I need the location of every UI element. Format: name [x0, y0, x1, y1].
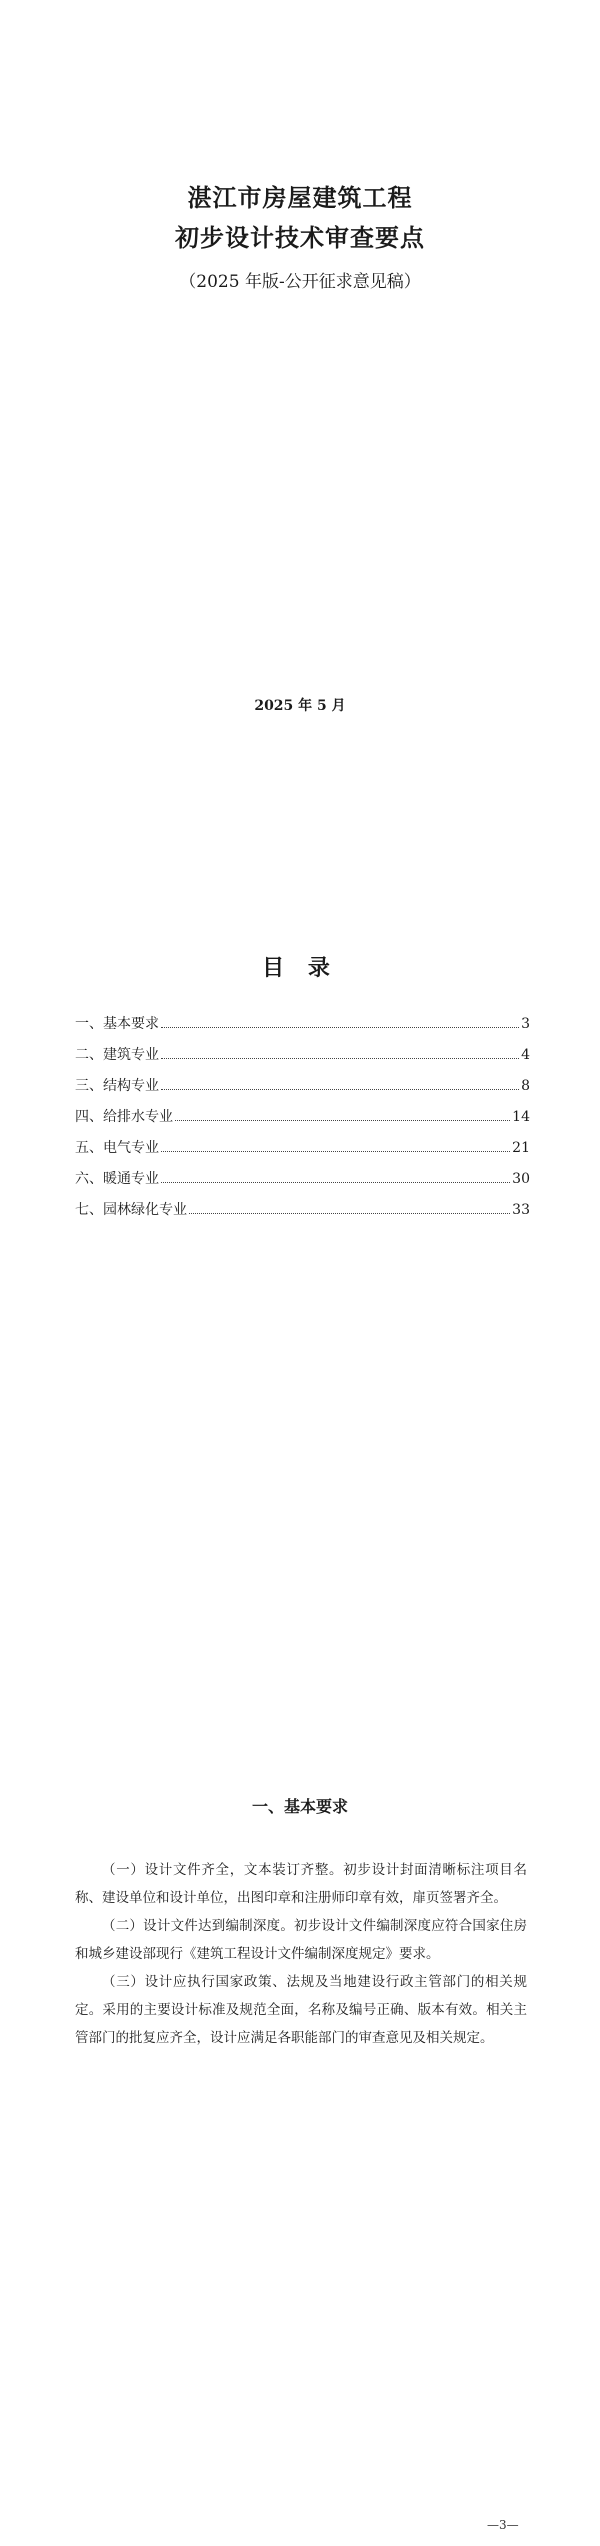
section-heading: 一、基本要求: [251, 1797, 348, 1816]
toc-item-label: 一、基本要求: [75, 1016, 159, 1032]
toc-leader-dots: [161, 1182, 510, 1183]
toc-item-label: 四、给排水专业: [75, 1109, 173, 1125]
toc-leader-dots: [161, 1058, 519, 1059]
toc-item-landscaping[interactable]: [75, 1199, 530, 1230]
cover-date: 2025 年 5 月: [254, 698, 346, 714]
content-page: [0, 1698, 600, 2546]
toc-item-page: 4: [521, 1047, 530, 1063]
toc-item-electrical[interactable]: [75, 1137, 530, 1168]
toc-item-hvac[interactable]: [75, 1168, 530, 1199]
toc-item-label: 七、园林绿化专业: [75, 1202, 187, 1218]
toc-item-architecture[interactable]: [75, 1044, 530, 1075]
toc-item-page: 30: [512, 1171, 530, 1187]
toc-item-label: 二、建筑专业: [75, 1047, 159, 1063]
toc-item-page: 14: [512, 1109, 530, 1125]
toc-list: [75, 1013, 530, 1230]
toc-leader-dots: [161, 1089, 519, 1090]
toc-item-page: 8: [521, 1078, 530, 1094]
cover-title-line2: 初步设计技术审查要点: [175, 223, 425, 252]
section-body: [75, 1856, 527, 2052]
cover-subtitle: （2025 年版-公开征求意见稿）: [179, 272, 421, 292]
paragraph: （三）设计应执行国家政策、法规及当地建设行政主管部门的相关规定。采用的主要设计标准及规范全面，名称及编号正确、版本有效。相关主管部门的批复应齐全，设计应满足各职能部门的审查意见及相关规定。: [75, 1974, 527, 2046]
toc-leader-dots: [175, 1120, 510, 1121]
toc-item-page: 21: [512, 1140, 530, 1156]
paragraph: （二）设计文件达到编制深度。初步设计文件编制深度应符合国家住房和城乡建设部现行《建筑工程设计文件编制深度规定》要求。: [75, 1918, 527, 1962]
toc-item-basic-requirements[interactable]: [75, 1013, 530, 1044]
toc-page: [0, 838, 600, 1698]
toc-leader-dots: [161, 1151, 510, 1152]
toc-leader-dots: [161, 1027, 519, 1028]
toc-item-page: 33: [512, 1202, 530, 1218]
toc-item-plumbing[interactable]: [75, 1106, 530, 1137]
toc-item-label: 六、暖通专业: [75, 1171, 159, 1187]
toc-title: 目 录: [262, 955, 338, 981]
toc-item-structure[interactable]: [75, 1075, 530, 1106]
cover-title-line1: 湛江市房屋建筑工程: [187, 183, 413, 212]
cover-page: [0, 0, 600, 838]
page-number: —3—: [487, 2518, 519, 2532]
toc-item-label: 三、结构专业: [75, 1078, 159, 1094]
toc-item-page: 3: [521, 1016, 530, 1032]
toc-item-label: 五、电气专业: [75, 1140, 159, 1156]
toc-leader-dots: [189, 1213, 510, 1214]
paragraph: （一）设计文件齐全，文本装订齐整。初步设计封面清晰标注项目名称、建设单位和设计单位，出图印章和注册师印章有效，扉页签署齐全。: [75, 1862, 527, 1906]
